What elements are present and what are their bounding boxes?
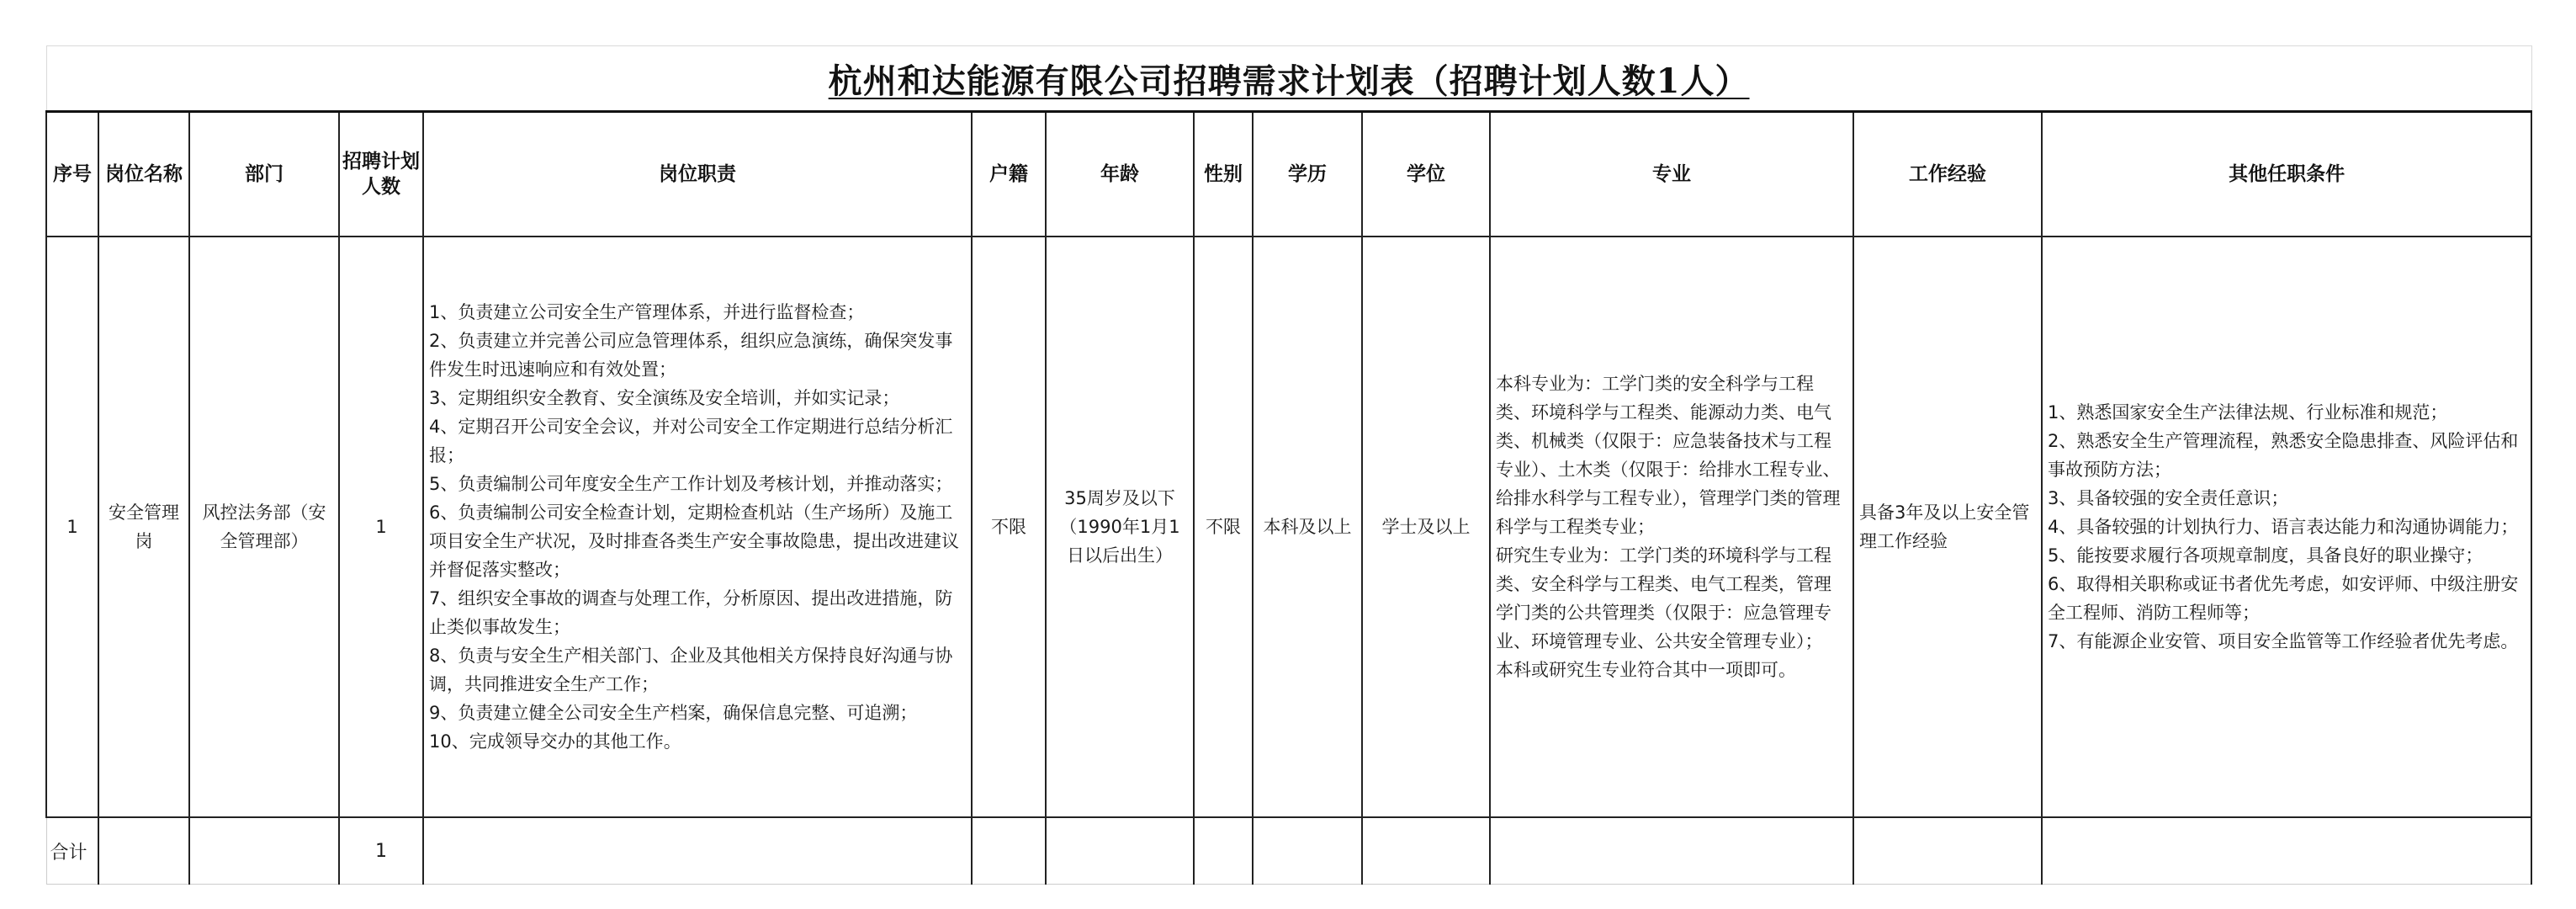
header-major: 专业 [1490, 112, 1853, 237]
total-empty-duties [423, 817, 972, 885]
total-empty-major [1490, 817, 1853, 885]
total-empty-experience [1853, 817, 2042, 885]
duty-line: 9、负责建立健全公司安全生产档案，确保信息完整、可追溯； [429, 703, 918, 723]
header-residence: 户籍 [972, 112, 1046, 237]
cell-experience: 具备3年及以上安全管理工作经验 [1853, 237, 2042, 817]
other-line: 3、具备较强的安全责任意识； [2048, 488, 2289, 508]
cell-position: 安全管理岗 [98, 237, 189, 817]
total-count: 1 [339, 817, 423, 885]
cell-age: 35周岁及以下（1990年1月1日以后出生） [1046, 237, 1194, 817]
total-empty-degree [1362, 817, 1490, 885]
cell-other [2042, 237, 2531, 817]
header-degree: 学位 [1362, 112, 1490, 237]
duty-line: 6、负责编制公司安全检查计划，定期检查机站（生产场所）及施工项目安全生产状况，及时排查各类生产安全事故隐患，提出改进建议并督促落实整改； [429, 502, 959, 580]
header-duties: 岗位职责 [423, 112, 972, 237]
duty-line: 2、负责建立并完善公司应急管理体系，组织应急演练，确保突发事件发生时迅速响应和有效处置； [429, 331, 953, 380]
other-line: 6、取得相关职称或证书者优先考虑，如安评师、中级注册安全工程师、消防工程师等； [2048, 574, 2519, 623]
total-empty-age [1046, 817, 1194, 885]
recruitment-table [45, 45, 2532, 885]
sheet-title [46, 46, 2531, 112]
total-label: 合计 [46, 817, 98, 885]
header-department: 部门 [189, 112, 339, 237]
duty-line: 4、定期召开公司安全会议，并对公司安全工作定期进行总结分析汇报； [429, 417, 953, 465]
cell-count: 1 [339, 237, 423, 817]
cell-major [1490, 237, 1853, 817]
duty-line: 3、定期组织安全教育、安全演练及安全培训，并如实记录； [429, 388, 900, 408]
other-line: 5、能按要求履行各项规章制度，具备良好的职业操守； [2048, 545, 2483, 566]
header-experience: 工作经验 [1853, 112, 2042, 237]
major-line: 本科或研究生专业符合其中一项即可。 [1496, 660, 1796, 680]
title-row [46, 46, 2531, 112]
table-row [46, 237, 2531, 817]
major-line: 研究生专业为：工学门类的环境科学与工程类、安全科学与工程类、电气工程类，管理学门类的公共管理类（仅限于：应急管理专业、环境管理专业、公共安全管理专业）； [1496, 545, 1831, 651]
recruitment-sheet [45, 45, 2531, 885]
header-education: 学历 [1253, 112, 1362, 237]
cell-gender: 不限 [1194, 237, 1253, 817]
header-age: 年龄 [1046, 112, 1194, 237]
duty-line: 8、负责与安全生产相关部门、企业及其他相关方保持良好沟通与协调，共同推进安全生产工作； [429, 646, 953, 694]
total-empty-other [2042, 817, 2531, 885]
title-text: 杭州和达能源有限公司招聘需求计划表（招聘计划人数1人） [828, 61, 1750, 101]
duty-line: 7、组织安全事故的调查与处理工作，分析原因、提出改进措施，防止类似事故发生； [429, 588, 953, 637]
cell-residence: 不限 [972, 237, 1046, 817]
total-empty-residence [972, 817, 1046, 885]
header-other: 其他任职条件 [2042, 112, 2531, 237]
cell-degree: 学士及以上 [1362, 237, 1490, 817]
other-line: 2、熟悉安全生产管理流程，熟悉安全隐患排查、风险评估和事故预防方法； [2048, 431, 2519, 480]
header-gender: 性别 [1194, 112, 1253, 237]
cell-department: 风控法务部（安全管理部） [189, 237, 339, 817]
total-empty-position [98, 817, 189, 885]
cell-index: 1 [46, 237, 98, 817]
major-line: 本科专业为：工学门类的安全科学与工程类、环境科学与工程类、能源动力类、电气类、机械类（仅限于：应急装备技术与工程专业）、土木类（仅限于：给排水工程专业、给排水科学与工程专业），管理学门类的管理科学与工程类专业； [1496, 374, 1841, 537]
other-line: 4、具备较强的计划执行力、语言表达能力和沟通协调能力； [2048, 517, 2519, 537]
total-empty-department [189, 817, 339, 885]
total-empty-gender [1194, 817, 1253, 885]
other-line: 7、有能源企业安管、项目安全监管等工作经验者优先考虑。 [2048, 631, 2519, 651]
cell-duties [423, 237, 972, 817]
total-row [46, 817, 2531, 885]
total-empty-education [1253, 817, 1362, 885]
cell-education: 本科及以上 [1253, 237, 1362, 817]
header-position: 岗位名称 [98, 112, 189, 237]
duty-line: 10、完成领导交办的其他工作。 [429, 731, 681, 752]
header-index: 序号 [46, 112, 98, 237]
duty-line: 5、负责编制公司年度安全生产工作计划及考核计划，并推动落实； [429, 474, 953, 494]
other-line: 1、熟悉国家安全生产法律法规、行业标准和规范； [2048, 402, 2448, 423]
header-count: 招聘计划人数 [339, 112, 423, 237]
header-row [46, 112, 2531, 237]
duty-line: 1、负责建立公司安全生产管理体系，并进行监督检查； [429, 302, 865, 322]
